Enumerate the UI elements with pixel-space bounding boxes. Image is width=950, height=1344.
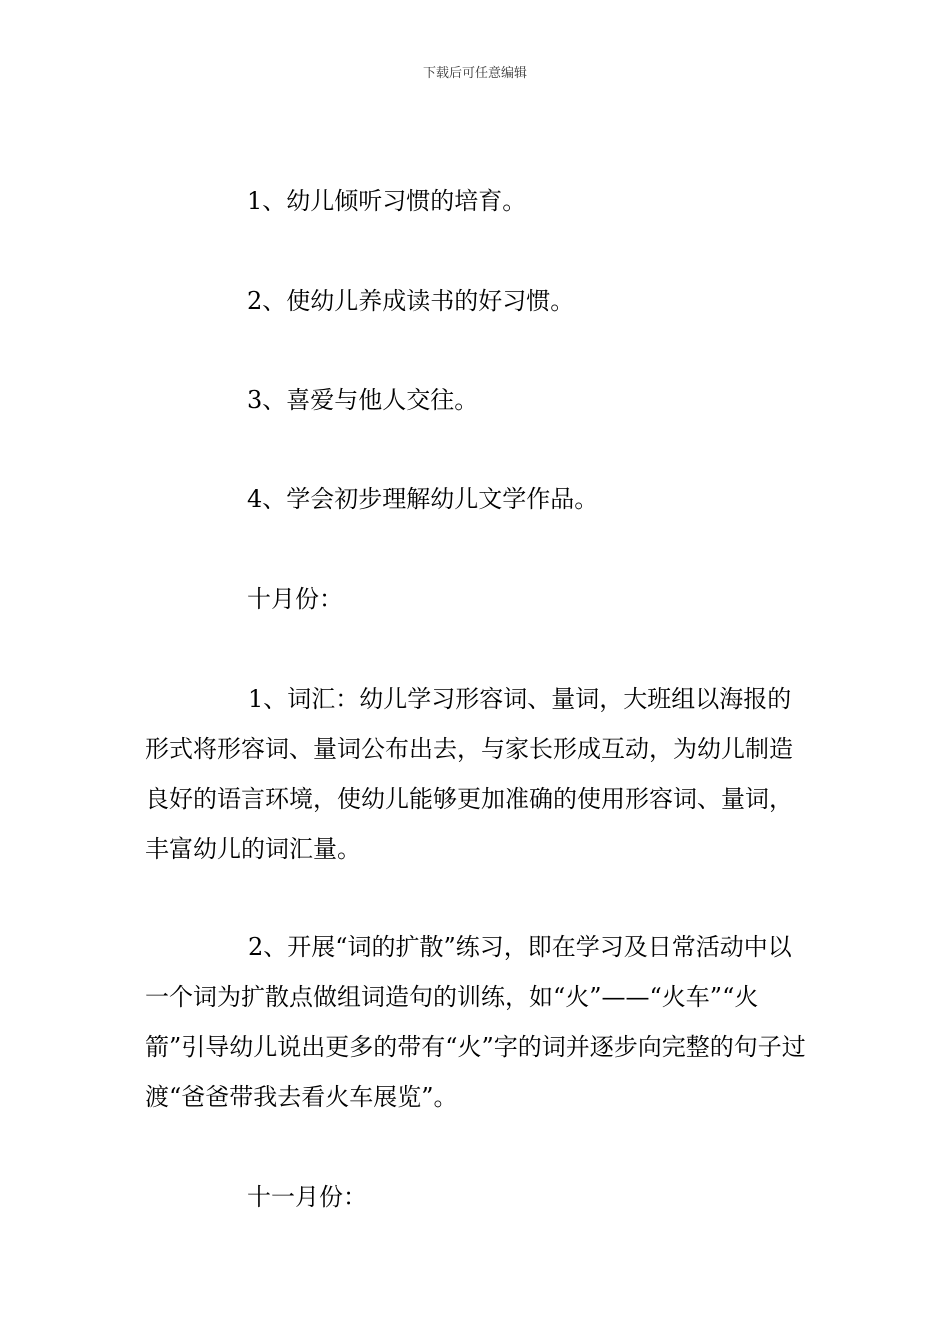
- goal-item-3: 3、喜爱与他人交往。: [247, 386, 479, 414]
- goal-item-4: 4、学会初步理解幼儿文学作品。: [247, 485, 599, 513]
- november-heading: 十一月份：: [247, 1183, 367, 1211]
- october-paragraph-1: [145, 674, 810, 874]
- october-paragraph-2-text: 2、开展“词的扩散”练习，即在学习及日常活动中以一个词为扩散点做组词造句的训练，如“火”——“火车”“火箭”引导幼儿说出更多的带有“火”字的词并逐步向完整的句子过渡“爸爸带我去看火车展览”。: [145, 933, 806, 1111]
- october-heading: 十月份：: [247, 585, 343, 613]
- october-paragraph-2: [145, 922, 810, 1122]
- october-paragraph-1-text: 1、词汇：幼儿学习形容词、量词，大班组以海报的形式将形容词、量词公布出去，与家长形成互动，为幼儿制造良好的语言环境，使幼儿能够更加准确的使用形容词、量词，丰富幼儿的词汇量。: [145, 685, 793, 863]
- page-header: 下载后可任意编辑: [422, 66, 527, 81]
- goal-item-1: 1、幼儿倾听习惯的培育。: [247, 187, 527, 215]
- goal-item-2: 2、使幼儿养成读书的好习惯。: [247, 287, 575, 315]
